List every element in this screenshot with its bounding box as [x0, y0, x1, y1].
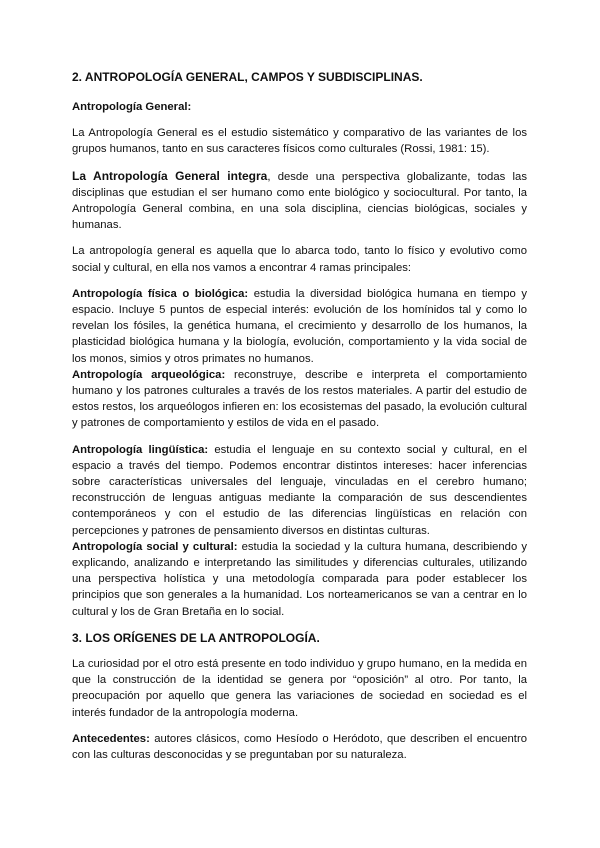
integra-text: , desde una perspectiva globalizante, todas las disciplinas que estudian el ser humano como ente biológico y sociocultural. Por tanto, la Antropología General combina, en una sola disciplina, ciencias biológicas, sociales y humanas. [72, 170, 527, 232]
paragraph-arqueologica [72, 367, 527, 432]
subheading-text: Antropología General: [72, 101, 192, 113]
section-3-heading: 3. LOS ORÍGENES DE LA ANTROPOLOGÍA. [72, 630, 320, 645]
social-text: estudia la sociedad y la cultura humana, describiendo y explicando, analizando e interpretando las similitudes y diferencias culturales, utilizando una perspectiva holística y una metodología comparada para poder establecer los principios que son generales a la humanidad. Los norteamericanos se van a centrar en lo cultural y los de Gran Bretaña en lo social. [72, 540, 527, 618]
antecedentes-text: autores clásicos, como Hesíodo o Heródoto, que describen el encuentro con las culturas desconocidas y se preguntaban por su naturaleza. [72, 732, 527, 761]
social-bold: Antropología social y cultural: [72, 540, 238, 553]
paragraph-antecedentes [72, 731, 527, 763]
paragraph-fisica [72, 286, 527, 367]
fisica-text: estudia la diversidad biológica humana en tiempo y espacio. Incluye 5 puntos de especial interés: evolución de los homínidos tal y como lo revelan los fósiles, la genética humana, el crecimiento y desarrollo de los humanos, la plasticidad biológica humana y la biología, evolución, comportamiento y la vida social de los monos, simios y otros primates no humanos. [72, 287, 527, 365]
fisica-bold: Antropología física o biológica: [72, 287, 249, 300]
arqueologica-bold: Antropología arqueológica: [72, 368, 226, 381]
paragraph-ramas: La antropología general es aquella que lo abarca todo, tanto lo físico y evolutivo como social y cultural, en ella nos vamos a encontrar 4 ramas principales: [72, 245, 527, 274]
antecedentes-bold: Antecedentes: [72, 732, 150, 745]
linguistica-text: estudia el lenguaje en su contexto social y cultural, en el espacio a través del tiempo. Podemos encontrar distintos intereses: hacer inferencias sobre características universales del lenguaje, vinculadas en el cerebro humano; reconstrucción de lenguas antiguas mediante la comparación de sus descendientes contemporáneos y con el estudio de las diferencias lingüísticas en relación con percepciones y patrones de pensamiento diversos en distintas culturas. [72, 443, 527, 537]
paragraph-curiosidad: La curiosidad por el otro está presente en todo individuo y grupo humano, en la medida en que la construcción de la identidad se genera por “oposición” al otro. Por tanto, la preocupación por aquello que genera las variaciones de sociedad en sociedad es el interés fundador de la antropología moderna. [72, 657, 527, 719]
paragraph-social [72, 539, 527, 620]
paragraph-definition: La Antropología General es el estudio sistemático y comparativo de las variantes de los grupos humanos, tanto en sus caracteres físicos como culturales (Rossi, 1981: 15). [72, 127, 527, 156]
paragraph-integra [72, 168, 527, 234]
paragraph-linguistica [72, 442, 527, 539]
subheading-antropologia-general [72, 99, 527, 115]
linguistica-bold: Antropología lingüística: [72, 443, 209, 456]
section-2-heading: 2. ANTROPOLOGÍA GENERAL, CAMPOS Y SUBDISCIPLINAS. [72, 70, 423, 84]
arqueologica-text: reconstruye, describe e interpreta el comportamiento humano y los patrones culturales a través de los restos materiales. A partir del estudio de estos restos, los arqueólogos infieren en: los ecosistemas del pasado, la evolución cultural y patrones de comportamiento y estilos de vida en el pasado. [72, 368, 527, 430]
integra-bold: La Antropología General integra [72, 168, 268, 183]
